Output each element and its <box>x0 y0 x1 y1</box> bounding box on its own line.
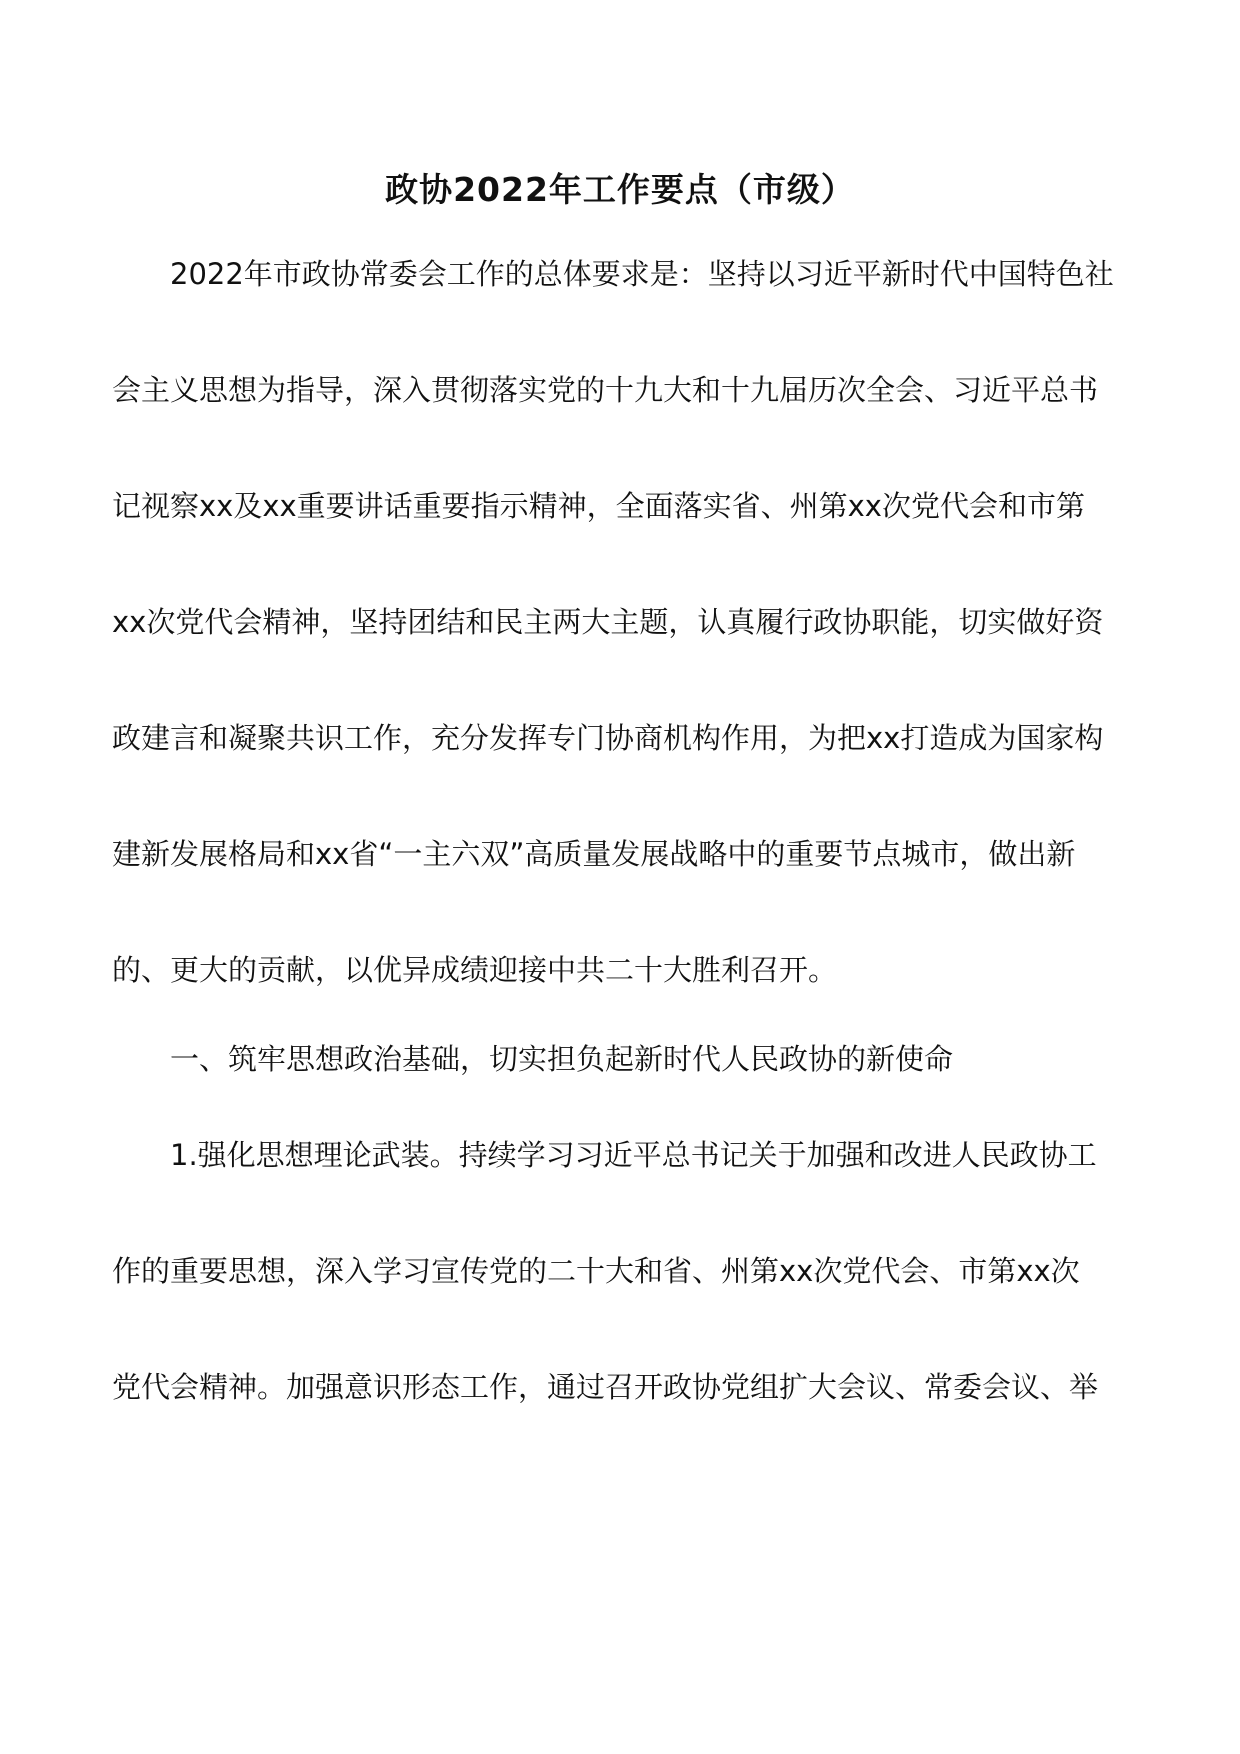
paragraph-1-line-1: 2022年市政协常委会工作的总体要求是：坚持以习近平新时代中国特色社 <box>170 257 1114 291</box>
paragraph-1-line-2: 会主义思想为指导，深入贯彻落实党的十九大和十九届历次全会、习近平总书 <box>112 373 1099 407</box>
document-title: 政协2022年工作要点（市级） <box>385 170 855 209</box>
paragraph-1-line-7: 的、更大的贡献，以优异成绩迎接中共二十大胜利召开。 <box>112 953 838 987</box>
paragraph-1-line-4: xx次党代会精神，坚持团结和民主两大主题，认真履行政协职能，切实做好资 <box>112 605 1104 639</box>
paragraph-2-line-3: 党代会精神。加强意识形态工作，通过召开政协党组扩大会议、常委会议、举 <box>112 1370 1099 1404</box>
paragraph-1-line-3: 记视察xx及xx重要讲话重要指示精神，全面落实省、州第xx次党代会和市第 <box>112 489 1085 523</box>
paragraph-2-line-2: 作的重要思想，深入学习宣传党的二十大和省、州第xx次党代会、市第xx次 <box>112 1254 1080 1288</box>
paragraph-1-line-6: 建新发展格局和xx省“一主六双”高质量发展战略中的重要节点城市，做出新 <box>112 837 1076 871</box>
paragraph-1-line-5: 政建言和凝聚共识工作，充分发挥专门协商机构作用，为把xx打造成为国家构 <box>112 721 1104 755</box>
section-1-heading: 一、筑牢思想政治基础，切实担负起新时代人民政协的新使命 <box>170 1042 954 1076</box>
paragraph-2-line-1: 1.强化思想理论武装。持续学习习近平总书记关于加强和改进人民政协工 <box>170 1138 1097 1172</box>
